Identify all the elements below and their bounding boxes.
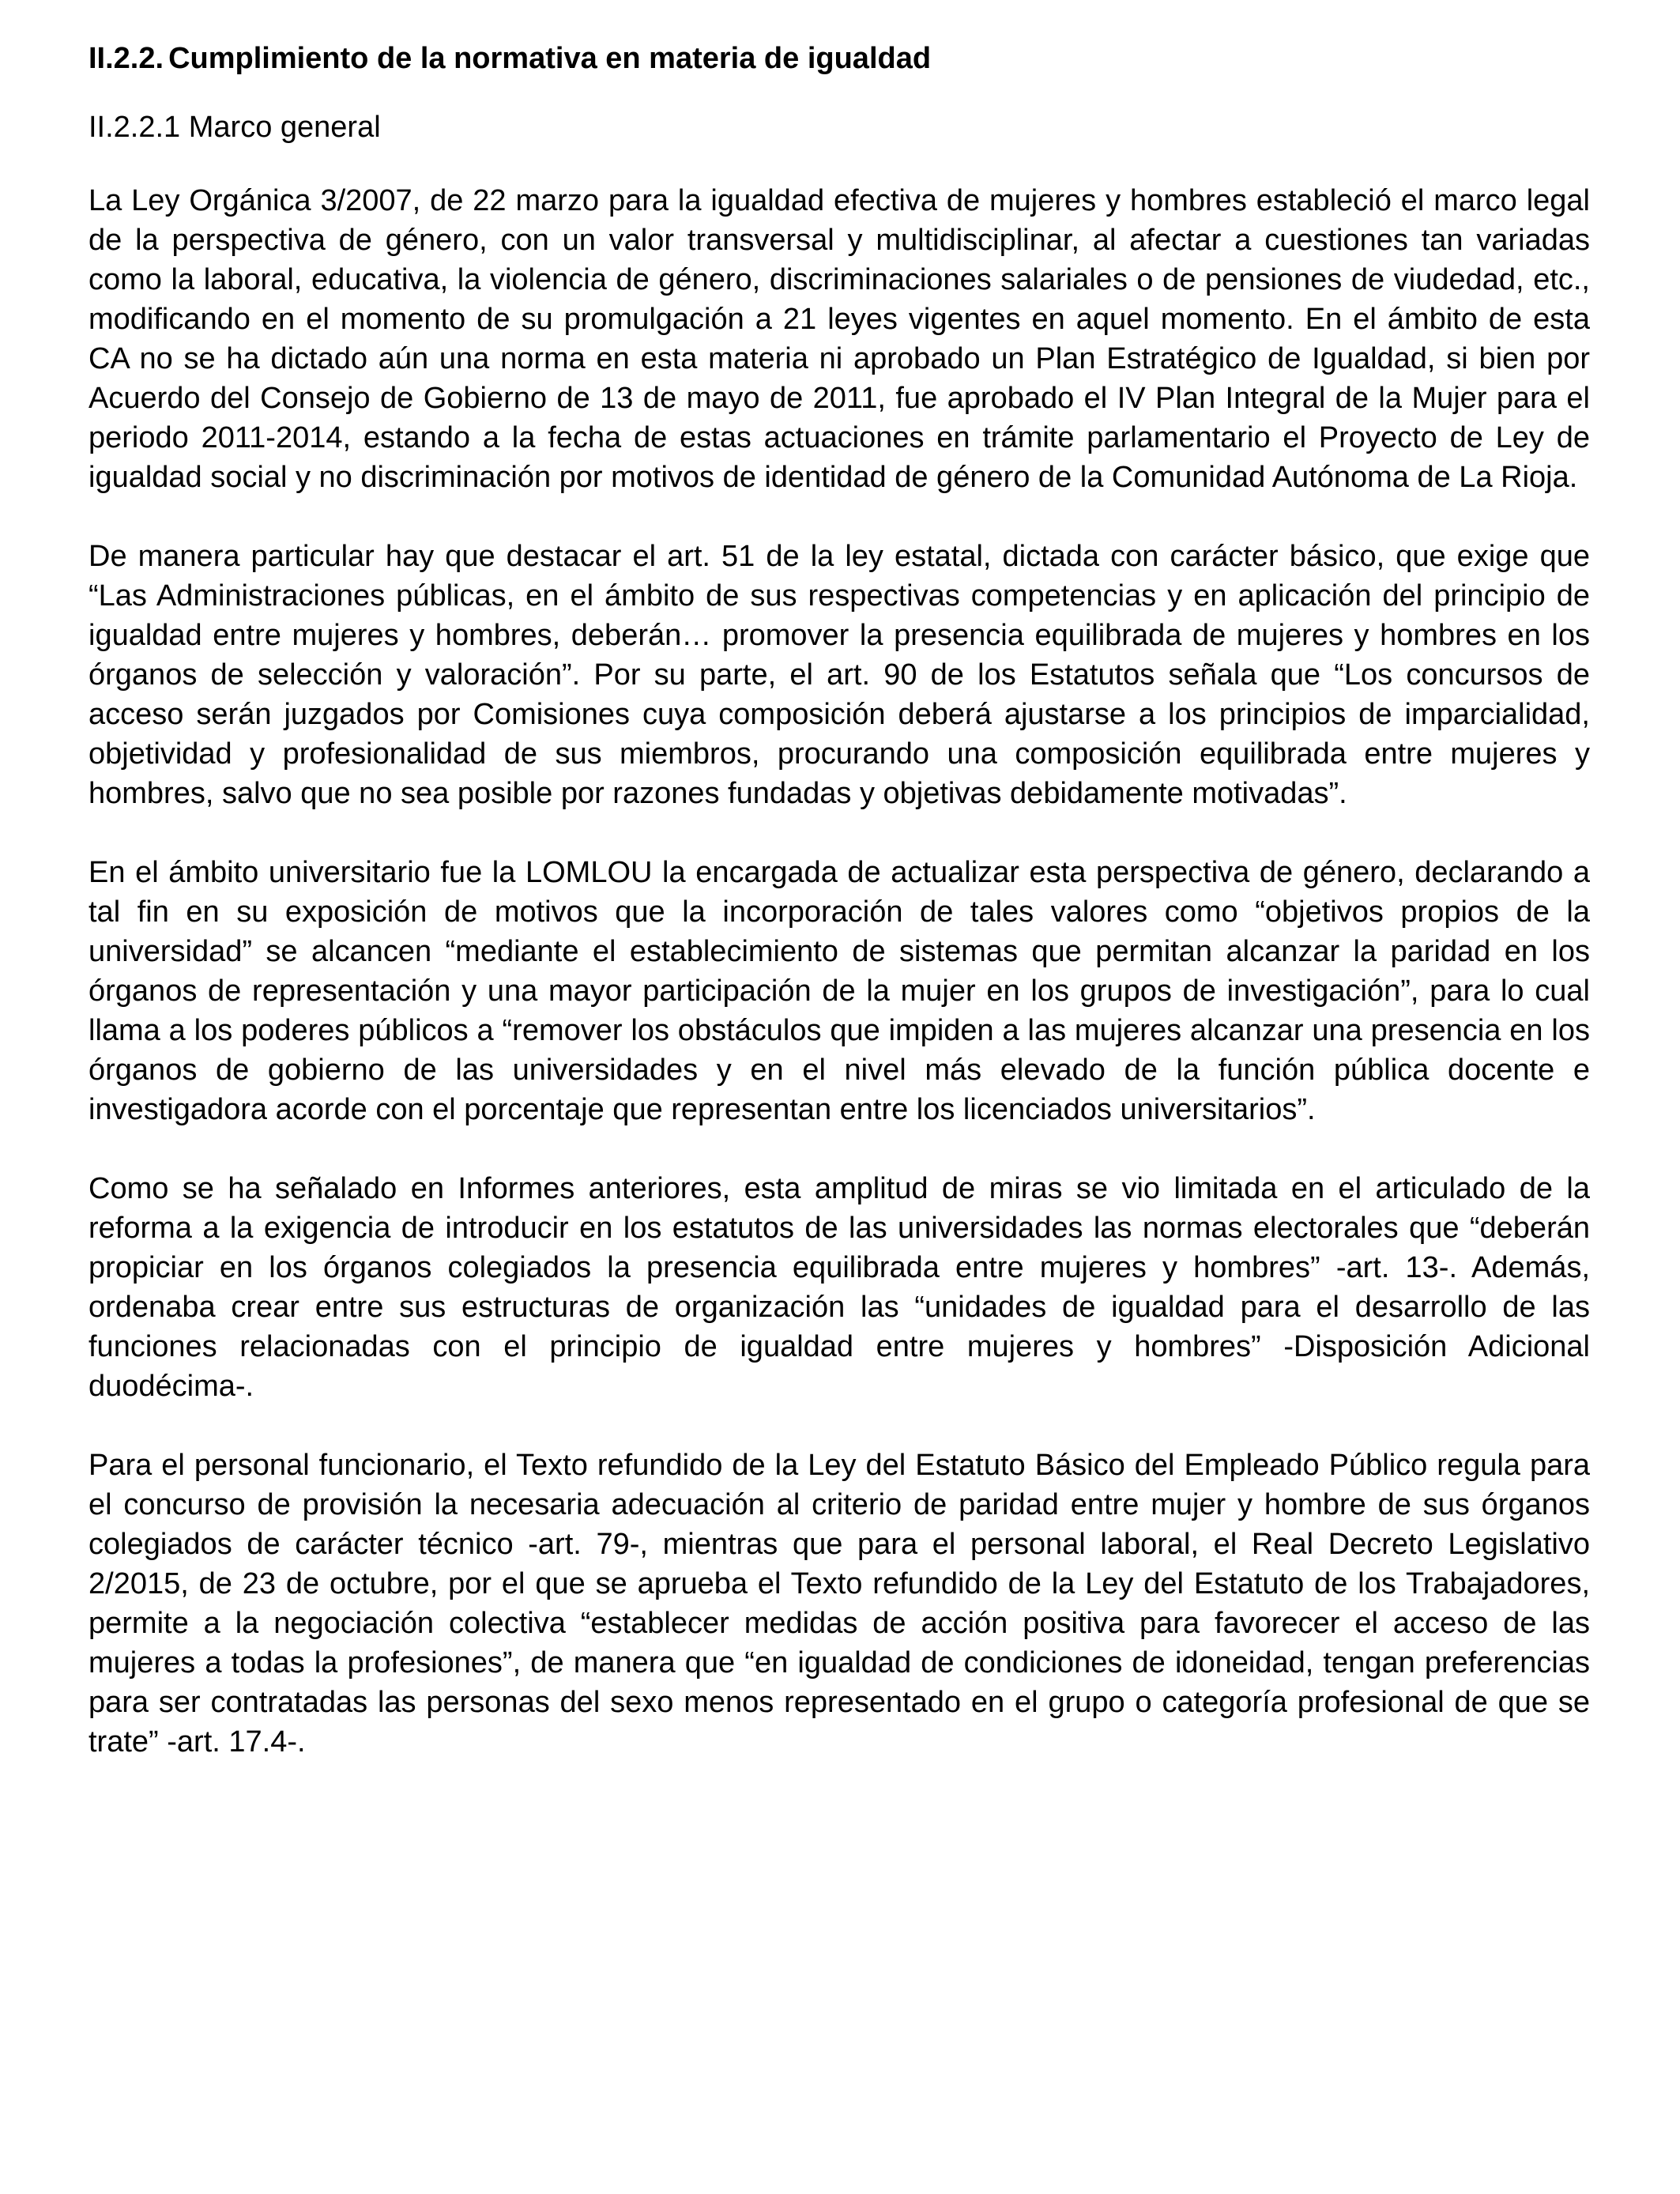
paragraph-art-51: De manera particular hay que destacar el art. 51 de la ley estatal, dictada con carácter básico, que exige que “Las Administraciones públicas, en el ámbito de sus respectivas competencias y en aplicación del principio de igualdad entre mujeres y hombres, deberán… promover la presencia equilibrada de mujeres y hombres en los órganos de selección y valoración”. Por su parte, el art. 90 de los Estatutos señala que “Los concursos de acceso serán juzgados por Comisiones cuya composición deberá ajustarse a los principios de imparcialidad, objetividad y profesionalidad de sus miembros, procurando una composición equilibrada entre mujeres y hombres, salvo que no sea posible por razones fundadas y objetivas debidamente motivadas”.: [89, 540, 1590, 811]
section-heading: [89, 41, 1590, 77]
section-title: Cumplimiento de la normativa en materia de igualdad: [168, 42, 932, 75]
section-number: II.2.2.: [89, 42, 164, 75]
paragraph-personal-funcionario: Para el personal funcionario, el Texto refundido de la Ley del Estatuto Básico del Empleado Público regula para el concurso de provisión la necesaria adecuación al criterio de paridad entre mujer y hombre de sus órganos colegiados de carácter técnico -art. 79-, mientras que para el personal laboral, el Real Decreto Legislativo 2/2015, de 23 de octubre, por el que se aprueba el Texto refundido de la Ley del Estatuto de los Trabajadores, permite a la negociación colectiva “establecer medidas de acción positiva para favorecer el acceso de las mujeres a todas la profesiones”, de manera que “en igualdad de condiciones de idoneidad, tengan preferencias para ser contratadas las personas del sexo menos representado en el grupo o categoría profesional de que se trate” -art. 17.4-.: [89, 1449, 1590, 1759]
paragraph-informes-anteriores: Como se ha señalado en Informes anteriores, esta amplitud de miras se vio limitada en el articulado de la reforma a la exigencia de introducir en los estatutos de las universidades las normas electorales que “deberán propiciar en los órganos colegiados la presencia equilibrada entre mujeres y hombres” -art. 13-. Además, ordenaba crear entre sus estructuras de organización las “unidades de igualdad para el desarrollo de las funciones relacionadas con el principio de igualdad entre mujeres y hombres” -Disposición Adicional duodécima-.: [89, 1172, 1590, 1404]
paragraph-ley-organica: La Ley Orgánica 3/2007, de 22 marzo para la igualdad efectiva de mujeres y hombres estableció el marco legal de la perspectiva de género, con un valor transversal y multidisciplinar, al afectar a cuestiones tan variadas como la laboral, educativa, la violencia de género, discriminaciones salariales o de pensiones de viudedad, etc., modificando en el momento de su promulgación a 21 leyes vigentes en aquel momento. En el ámbito de esta CA no se ha dictado aún una norma en esta materia ni aprobado un Plan Estratégico de Igualdad, si bien por Acuerdo del Consejo de Gobierno de 13 de mayo de 2011, fue aprobado el IV Plan Integral de la Mujer para el periodo 2011-2014, estando a la fecha de estas actuaciones en trámite parlamentario el Proyecto de Ley de igualdad social y no discriminación por motivos de identidad de género de la Comunidad Autónoma de La Rioja.: [89, 184, 1590, 495]
document-page: [89, 41, 1590, 1801]
subsection-heading: II.2.2.1 Marco general: [89, 110, 381, 144]
paragraph-lomlou: En el ámbito universitario fue la LOMLOU la encargada de actualizar esta perspectiva de género, declarando a tal fin en su exposición de motivos que la incorporación de tales valores como “objetivos propios de la universidad” se alcancen “mediante el establecimiento de sistemas que permitan alcanzar la paridad en los órganos de representación y una mayor participación de la mujer en los grupos de investigación”, para lo cual llama a los poderes públicos a “remover los obstáculos que impiden a las mujeres alcanzar una presencia en los órganos de gobierno de las universidades y en el nivel más elevado de la función pública docente e investigadora acorde con el porcentaje que representan entre los licenciados universitarios”.: [89, 856, 1590, 1127]
